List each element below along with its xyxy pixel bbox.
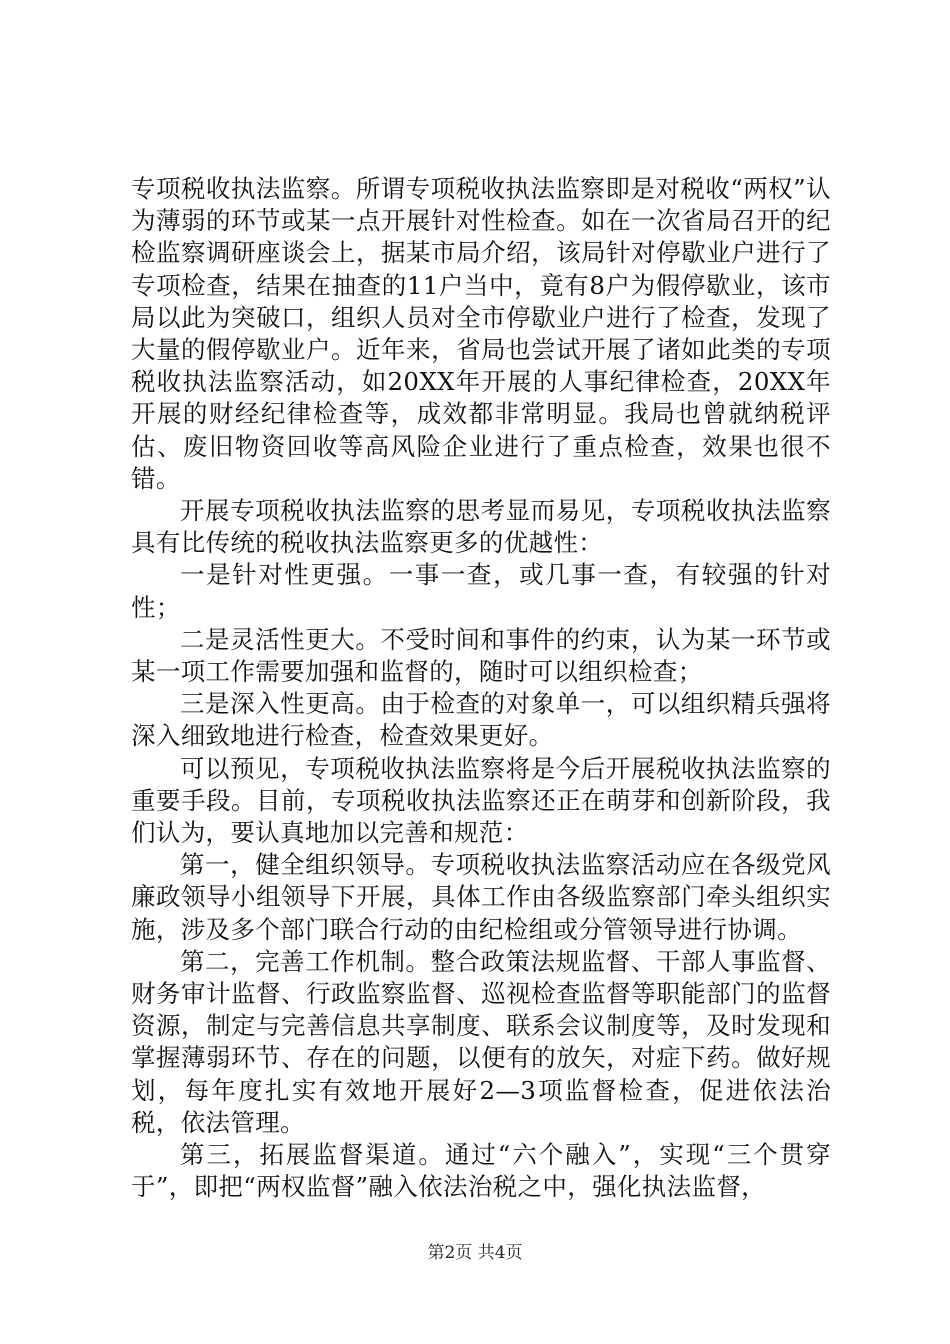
paragraph-5: 三是深入性更高。由于检查的对象单一，可以组织精兵强将深入细致地进行检查，检查效果更好。	[131, 689, 831, 751]
paragraph-3: 一是针对性更强。一事一查，或几事一查，有较强的针对性；	[131, 560, 831, 622]
paragraph-1: 专项税收执法监察。所谓专项税收执法监察即是对税收“两权”认为薄弱的环节或某一点开展针对性检查。如在一次省局召开的纪检监察调研座谈会上，据某市局介绍，该局针对停歇业户进行了专项检查，结果在抽查的11户当中，竟有8户为假停歇业，该市局以此为突破口，组织人员对全市停歇业户进行了检查，发现了大量的假停歇业户。近年来，省局也尝试开展了诸如此类的专项税收执法监察活动，如20XX年开展的人事纪律检查，20XX年开展的财经纪律检查等，成效都非常明显。我局也曾就纳税评估、废旧物资回收等高风险企业进行了重点检查，效果也很不错。	[131, 174, 831, 493]
paragraph-7: 第一，健全组织领导。专项税收执法监察活动应在各级党风廉政领导小组领导下开展，具体工作由各级监察部门牵头组织实施，涉及多个部门联合行动的由纪检组或分管领导进行协调。	[131, 850, 831, 944]
paragraph-4: 二是灵活性更大。不受时间和事件的约束，认为某一环节或某一项工作需要加强和监督的，随时可以组织检查；	[131, 624, 831, 687]
page-footer: 第2页 共4页	[427, 1243, 523, 1263]
paragraph-2: 开展专项税收执法监察的思考显而易见，专项税收执法监察具有比传统的税收执法监察更多的优越性：	[131, 496, 831, 558]
paragraph-6: 可以预见，专项税收执法监察将是今后开展税收执法监察的重要手段。目前，专项税收执法监察还正在萌芽和创新阶段，我们认为，要认真地加以完善和规范：	[131, 753, 831, 848]
paragraph-8: 第二，完善工作机制。整合政策法规监督、干部人事监督、财务审计监督、行政监察监督、巡视检查监督等职能部门的监督资源，制定与完善信息共享制度、联系会议制度等，及时发现和掌握薄弱环节、存在的问题，以便有的放矢，对症下药。做好规划，每年度扎实有效地开展好2—3项监督检查，促进依法治税，依法管理。	[131, 946, 831, 1137]
body-text	[131, 173, 831, 1204]
paragraph-9: 第三，拓展监督渠道。通过“六个融入”，实现“三个贯穿于”，即把“两权监督”融入依法治税之中，强化执法监督，	[131, 1140, 831, 1202]
